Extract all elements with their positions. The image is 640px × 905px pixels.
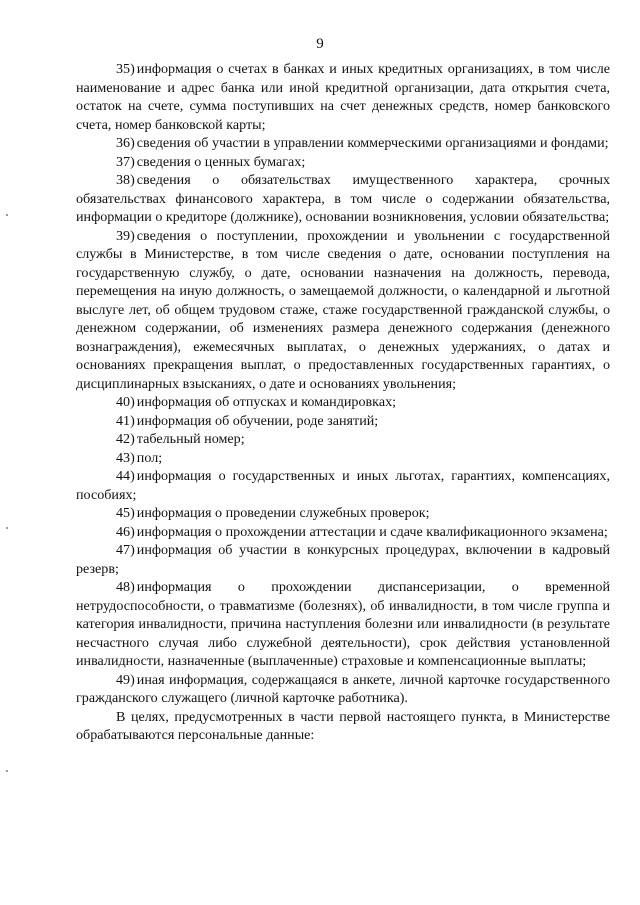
item-text: иная информация, содержащаяся в анкете, личной карточке государственного гражданского служащего (личной карточке работника). — [76, 671, 610, 706]
list-item — [76, 134, 610, 153]
item-text: табельный номер; — [136, 431, 245, 447]
list-item — [76, 412, 610, 431]
item-text: информация о прохождении аттестации и сдаче квалификационного экзамена; — [136, 523, 608, 540]
item-text: информация о прохождении диспансеризации, о временной нетрудоспособности, о травматизме (болезнях), об инвалидности, в том числе группа и категория инвалидности, причина наступления болезни или инвалидности (в результате несчастного случая либо служебной деятельности), срок действия установленной инвалидности, назначенные (выплаченные) страховые и компенсационные выплаты; — [76, 579, 610, 669]
list-item — [76, 467, 610, 504]
list-item — [76, 60, 610, 134]
item-number: 47) — [116, 542, 135, 558]
scan-dot — [6, 770, 8, 772]
item-number: 49) — [116, 671, 135, 688]
item-number: 42) — [116, 431, 135, 447]
item-number: 46) — [116, 523, 135, 540]
page-number: 9 — [316, 36, 324, 52]
list-item — [76, 671, 610, 708]
item-text: информация о проведении служебных проверок; — [136, 505, 430, 521]
item-text: сведения о обязательствах имущественного характера, срочных обязательствах финансового характера, в том числе о содержании обязательства, информации о кредиторе (должнике), основании возникновения, условии обязательства; — [76, 172, 610, 225]
item-number: 39) — [116, 227, 135, 244]
item-text: сведения об участии в управлении коммерческими организациями и фондами; — [136, 135, 609, 151]
list-item — [76, 504, 610, 523]
item-number: 38) — [116, 172, 135, 188]
list-item — [76, 449, 610, 468]
document-body — [76, 60, 610, 745]
item-number: 41) — [116, 412, 135, 429]
item-text: информация об отпусках и командировках; — [136, 394, 397, 410]
item-text: информация об участии в конкурсных процедурах, включении в кадровый резерв; — [76, 542, 610, 577]
list-item — [76, 171, 610, 227]
item-number: 35) — [116, 61, 135, 77]
item-number: 37) — [116, 153, 135, 170]
item-text: информация о счетах в банках и иных кредитных организациях, в том числе наименование и адрес банка или иной кредитной организации, дата открытия счета, остаток на счете, сумма поступивших на счет денежных средств, номер банковского счета, номер банковской карты; — [76, 61, 610, 133]
item-number: 48) — [116, 579, 135, 595]
list-item — [76, 393, 610, 412]
item-text: информация об обучении, роде занятий; — [136, 412, 379, 429]
item-number: 43) — [116, 449, 135, 466]
list-item — [76, 578, 610, 671]
list-item — [76, 227, 610, 394]
item-number: 36) — [116, 135, 135, 151]
closing-paragraph: В целях, предусмотренных в части первой настоящего пункта, в Министерстве обрабатываются персональные данные: — [76, 708, 610, 743]
list-item — [76, 541, 610, 578]
item-number: 44) — [116, 468, 135, 484]
scan-dot — [6, 527, 8, 529]
list-item — [76, 523, 610, 542]
item-text: сведения о поступлении, прохождении и увольнении с государственной службы в Министерстве, в том числе сведения о дате, основании поступления на государственную службу, о дате, основании назначения на должность, перевода, перемещения на иную должность, о замещаемой должности, о календарной и льготной выслуге лет, об общем трудовом стаже, стаже государственной гражданской службы, о денежном содержании, об изменениях размера денежного содержания (денежного вознаграждения), ежемесячных выплатах, о денежных удержаниях, о датах и основаниях прекращения выплат, о предоставленных государственных гарантиях, о дисциплинарных взысканиях, о дате и основаниях увольнения; — [76, 227, 610, 392]
list-item — [76, 153, 610, 172]
scan-dot — [6, 214, 8, 216]
item-text: информация о государственных и иных льготах, гарантиях, компенсациях, пособиях; — [76, 468, 610, 503]
item-text: сведения о ценных бумагах; — [136, 153, 306, 170]
list-item — [76, 430, 610, 449]
item-number: 40) — [116, 394, 135, 410]
item-text: пол; — [136, 449, 163, 466]
item-number: 45) — [116, 505, 135, 521]
